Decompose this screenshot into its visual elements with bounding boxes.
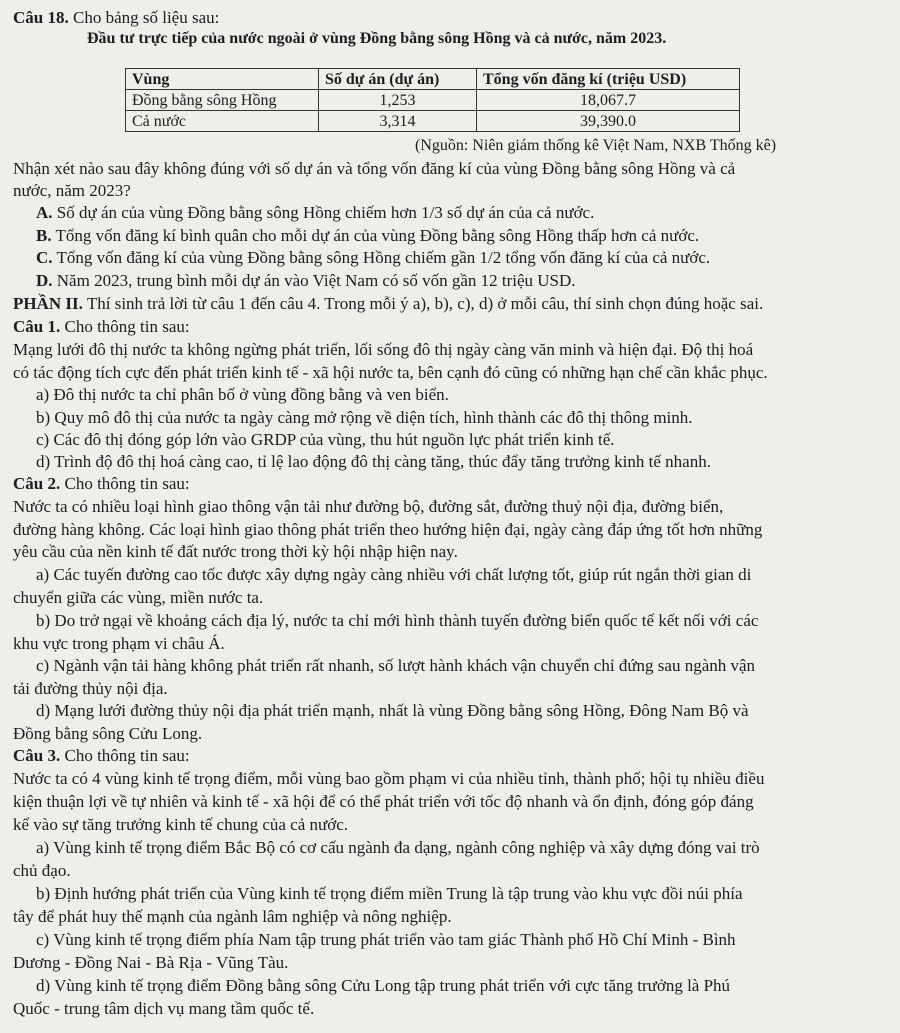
c3-statement-b[interactable]: b) Định hướng phát triển của Vùng kinh tế trọng điểm miền Trung là tập trung vào khu vực đồi núi phía — [36, 884, 743, 903]
option-c[interactable] — [36, 248, 710, 268]
c2-statement-d-cont: Đồng bằng sông Cửu Long. — [13, 724, 203, 743]
c2-title: Câu 2. — [13, 474, 61, 493]
table-cell: 3,314 — [319, 111, 477, 132]
c1-statement-a[interactable]: a) Đô thị nước ta chỉ phân bố ở vùng đồng bằng và ven biển. — [36, 385, 449, 404]
c2-passage: đường hàng không. Các loại hình giao thông phát triển theo hướng hiện đại, ngày càng đáp ứng tốt hơn những — [13, 520, 763, 539]
option-text: Tổng vốn đăng kí của vùng Đồng bằng sông Hồng chiếm gần 1/2 tổng vốn đăng kí của cả nước. — [56, 248, 711, 267]
q18-question: Nhận xét nào sau đây không đúng với số dự án và tổng vốn đăng kí của vùng Đồng bằng sông Hồng và cả — [13, 159, 736, 178]
q18-table-caption: Đầu tư trực tiếp của nước ngoài ở vùng Đồng bằng sông Hồng và cả nước, năm 2023. — [87, 30, 667, 47]
c3-title: Câu 3. — [13, 746, 61, 765]
q18-title: Câu 18. — [13, 8, 69, 27]
q18-question-cont: nước, năm 2023? — [13, 181, 131, 200]
option-a[interactable] — [36, 203, 594, 223]
c2-statement-a-cont: chuyển giữa các vùng, miền nước ta. — [13, 588, 264, 607]
table-row — [126, 111, 740, 132]
table-header-row — [126, 69, 740, 90]
table-cell: 18,067.7 — [477, 90, 740, 111]
c3-statement-c[interactable]: c) Vùng kinh tế trọng điểm phía Nam tập trung phát triển vào tam giác Thành phố Hồ Chí Minh - Bình — [36, 930, 736, 949]
c2-statement-b-cont: khu vực trong phạm vi châu Á. — [13, 634, 225, 653]
option-label: C. — [36, 248, 53, 267]
part2-label: PHẦN II. — [13, 294, 83, 313]
part2-instructions — [13, 294, 763, 314]
option-text: Số dự án của vùng Đồng bằng sông Hồng chiếm hơn 1/3 số dự án của cả nước. — [56, 203, 595, 222]
q18-heading — [13, 8, 219, 28]
table-cell: 39,390.0 — [477, 111, 740, 132]
c3-passage: kiện thuận lợi về tự nhiên và kinh tế - xã hội để có thể phát triển với tốc độ nhanh và ổn định, đóng góp đáng — [13, 792, 754, 811]
c3-statement-b-cont: tây để phát huy thế mạnh của ngành lâm nghiệp và nông nghiệp. — [13, 907, 452, 926]
c1-passage: có tác động tích cực đến phát triển kinh tế - xã hội nước ta, bên cạnh đó cũng có những hạn chế cần khắc phục. — [13, 363, 768, 382]
c3-statement-a-cont: chủ đạo. — [13, 861, 71, 880]
option-text: Tổng vốn đăng kí bình quân cho mỗi dự án của vùng Đồng bằng sông Hồng thấp hơn cả nước. — [55, 226, 700, 245]
c1-statement-c[interactable]: c) Các đô thị đóng góp lớn vào GRDP của vùng, thu hút nguồn lực phát triển kinh tế. — [36, 430, 615, 449]
table-row — [126, 90, 740, 111]
c2-passage: yêu cầu của nền kinh tế đất nước trong thời kỳ hội nhập hiện nay. — [13, 542, 458, 561]
c2-intro: Cho thông tin sau: — [64, 474, 190, 493]
part2-text: Thí sinh trả lời từ câu 1 đến câu 4. Trong mỗi ý a), b), c), d) ở mỗi câu, thí sinh chọn đúng hoặc sai. — [86, 294, 764, 313]
c2-statement-c-cont: tải đường thủy nội địa. — [13, 679, 168, 698]
table-header: Số dự án (dự án) — [319, 69, 477, 90]
c3-intro: Cho thông tin sau: — [64, 746, 190, 765]
fdi-table — [125, 68, 740, 132]
c2-passage: Nước ta có nhiều loại hình giao thông vận tải như đường bộ, đường sắt, đường thuỷ nội địa, đường biển, — [13, 497, 724, 516]
table-cell: Đồng bằng sông Hồng — [126, 90, 319, 111]
c1-title: Câu 1. — [13, 317, 61, 336]
c2-statement-b[interactable]: b) Do trở ngại về khoảng cách địa lý, nước ta chỉ mới hình thành tuyến đường biển quốc tế kết nối với các — [36, 611, 759, 630]
c3-statement-d[interactable]: d) Vùng kinh tế trọng điểm Đồng bằng sông Cửu Long tập trung phát triển với cực tăng trưởng là Phú — [36, 976, 731, 995]
table-header: Tổng vốn đăng kí (triệu USD) — [477, 69, 740, 90]
c3-passage: kể vào sự tăng trưởng kinh tế chung của cả nước. — [13, 815, 348, 834]
table-header: Vùng — [126, 69, 319, 90]
option-label: A. — [36, 203, 53, 222]
c3-statement-d-cont: Quốc - trung tâm dịch vụ mang tầm quốc tế. — [13, 999, 315, 1018]
q18-intro: Cho bảng số liệu sau: — [72, 8, 220, 27]
c3-heading — [13, 746, 190, 766]
c3-passage: Nước ta có 4 vùng kinh tế trọng điểm, mỗi vùng bao gồm phạm vi của nhiều tỉnh, thành phố; hội tụ nhiều điều — [13, 769, 765, 788]
option-label: B. — [36, 226, 52, 245]
c2-statement-a[interactable]: a) Các tuyến đường cao tốc được xây dựng ngày càng nhiều với chất lượng tốt, giúp rút ngắn thời gian di — [36, 565, 752, 584]
option-text: Năm 2023, trung bình mỗi dự án vào Việt Nam có số vốn gần 12 triệu USD. — [56, 271, 576, 290]
c2-statement-c[interactable]: c) Ngành vận tải hàng không phát triển rất nhanh, số lượt hành khách vận chuyển chỉ đứng sau ngành vận — [36, 656, 756, 675]
c1-statement-b[interactable]: b) Quy mô đô thị của nước ta ngày càng mở rộng về diện tích, hình thành các đô thị thông minh. — [36, 408, 693, 427]
c1-intro: Cho thông tin sau: — [64, 317, 190, 336]
table-source: (Nguồn: Niên giám thống kê Việt Nam, NXB Thống kê) — [415, 137, 777, 154]
table-cell: Cả nước — [126, 111, 319, 132]
option-label: D. — [36, 271, 53, 290]
c1-passage: Mạng lưới đô thị nước ta không ngừng phát triển, lối sống đô thị ngày càng văn minh và hiện đại. Độ thị hoá — [13, 340, 754, 359]
c3-statement-a[interactable]: a) Vùng kinh tế trọng điểm Bắc Bộ có cơ cấu ngành đa dạng, ngành công nghiệp và xây dựng đóng vai trò — [36, 838, 760, 857]
c1-statement-d[interactable]: d) Trình độ đô thị hoá càng cao, tỉ lệ lao động đô thị càng tăng, thúc đẩy tăng trưởng kinh tế nhanh. — [36, 452, 711, 471]
option-b[interactable] — [36, 226, 699, 246]
c2-heading — [13, 474, 190, 494]
option-d[interactable] — [36, 271, 576, 291]
c2-statement-d[interactable]: d) Mạng lưới đường thủy nội địa phát triển mạnh, nhất là vùng Đồng bằng sông Hồng, Đông Nam Bộ và — [36, 701, 749, 720]
c1-heading — [13, 317, 190, 337]
table-cell: 1,253 — [319, 90, 477, 111]
c3-statement-c-cont: Dương - Đồng Nai - Bà Rịa - Vũng Tàu. — [13, 953, 289, 972]
